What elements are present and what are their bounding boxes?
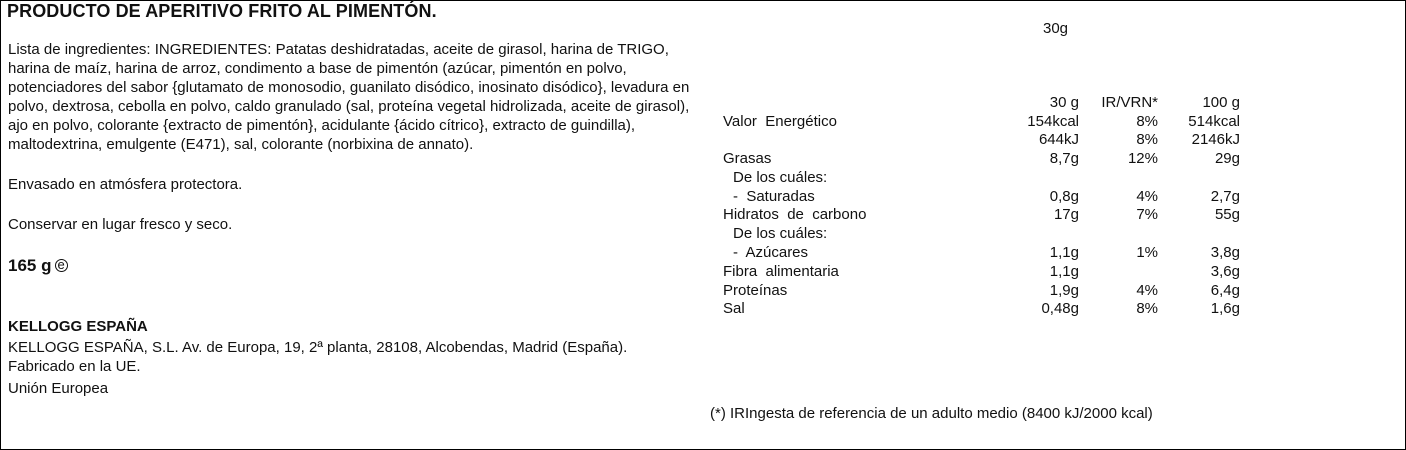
per-100g-value: 6,4g (1210, 282, 1240, 299)
per-portion-value: 0,48g (1041, 300, 1079, 317)
per-100g-value: 514kcal (1188, 113, 1240, 130)
nutrition-row (0, 282, 1406, 301)
nutrition-row (0, 225, 1406, 244)
nutrient-label: De los cuáles: (733, 169, 828, 186)
ir-percent: 1% (1136, 244, 1158, 261)
per-portion-value: 17g (1053, 206, 1079, 223)
per-portion-value: 154kcal (1027, 113, 1079, 130)
nutrition-row (0, 131, 1406, 150)
nutrition-row (0, 188, 1406, 207)
manufacturer-name: KELLOGG ESPAÑA (8, 318, 148, 335)
per-portion-value: 0,8g (1049, 188, 1079, 205)
per-100g-value: 3,8g (1210, 244, 1240, 261)
manufacturer-origin: Unión Europea (8, 380, 109, 397)
storage-note: Conservar en lugar fresco y seco. (8, 216, 233, 233)
per-100g-value: 29g (1214, 150, 1240, 167)
product-title: PRODUCTO DE APERITIVO FRITO AL PIMENTÓN. (7, 1, 437, 21)
ingredients-list: Lista de ingredientes: INGREDIENTES: Patatas deshidratadas, aceite de girasol, harina de TRIGO, harina de maíz, harina de arroz, condimento a base de pimentón (azúcar, pimentón en polvo, potenciadores del sabor {glutamato de monosodio, guanilato disódico, inosinato disódico}, levadura en polvo, dextrosa, cebolla en polvo, caldo granulado (sal, proteína vegetal hidrolizada, aceite de girasol), ajo en polvo, colorante {extracto de pimentón}, acidulante {ácido cítrico}, extracto de guindilla), maltodextrina, emulgente (E471), sal, colorante (norbixina de annato). (8, 41, 690, 153)
per-100g-value: 2146kJ (1191, 131, 1240, 148)
per-portion-value: 1,9g (1049, 282, 1079, 299)
manufacturer-address: KELLOGG ESPAÑA, S.L. Av. de Europa, 19, 2ª planta, 28108, Alcobendas, Madrid (España). (8, 339, 628, 356)
nutrient-label: Proteínas (723, 282, 788, 299)
per-100g-value: 1,6g (1210, 300, 1240, 317)
per-portion-value: 1,1g (1049, 244, 1079, 261)
nutrient-label: Grasas (723, 150, 772, 167)
ir-percent: 8% (1136, 113, 1158, 130)
portion-size: 30g (1043, 20, 1069, 37)
nutrient-label: Hidratos de carbono (723, 206, 867, 223)
per-100g-value: 2,7g (1210, 188, 1240, 205)
nutrient-label: De los cuáles: (733, 225, 828, 242)
nutrient-label: - Azúcares (733, 244, 809, 261)
net-weight-value: 165 g (8, 256, 52, 275)
nutrition-header (0, 94, 1406, 113)
ir-percent: 4% (1136, 188, 1158, 205)
nutrition-row (0, 169, 1406, 188)
header-ir: IR/VRN* (1101, 94, 1158, 111)
per-portion-value: 8,7g (1049, 150, 1079, 167)
nutrient-label: Valor Energético (723, 113, 837, 130)
header-portion: 30 g (1049, 94, 1079, 111)
nutrition-row (0, 244, 1406, 263)
nutrient-label: - Saturadas (733, 188, 815, 205)
ir-percent: 12% (1127, 150, 1158, 167)
nutrient-label: Fibra alimentaria (723, 263, 839, 280)
per-portion-value: 644kJ (1038, 131, 1079, 148)
per-100g-value: 55g (1214, 206, 1240, 223)
ir-percent: 7% (1136, 206, 1158, 223)
packaging-note: Envasado en atmósfera protectora. (8, 176, 243, 193)
nutrition-row (0, 150, 1406, 169)
nutrition-row (0, 263, 1406, 282)
ir-percent: 8% (1136, 300, 1158, 317)
nutrition-row (0, 113, 1406, 132)
ir-percent: 8% (1136, 131, 1158, 148)
ir-percent: 4% (1136, 282, 1158, 299)
nutrient-label: Sal (723, 300, 745, 317)
nutrition-row (0, 206, 1406, 225)
manufacturer-made-in: Fabricado en la UE. (8, 358, 141, 375)
nutrition-footnote: (*) IRIngesta de referencia de un adulto medio (8400 kJ/2000 kcal) (710, 405, 1153, 422)
per-100g-value: 3,6g (1210, 263, 1240, 280)
per-portion-value: 1,1g (1049, 263, 1079, 280)
header-per100: 100 g (1202, 94, 1240, 111)
nutrition-row (0, 300, 1406, 319)
